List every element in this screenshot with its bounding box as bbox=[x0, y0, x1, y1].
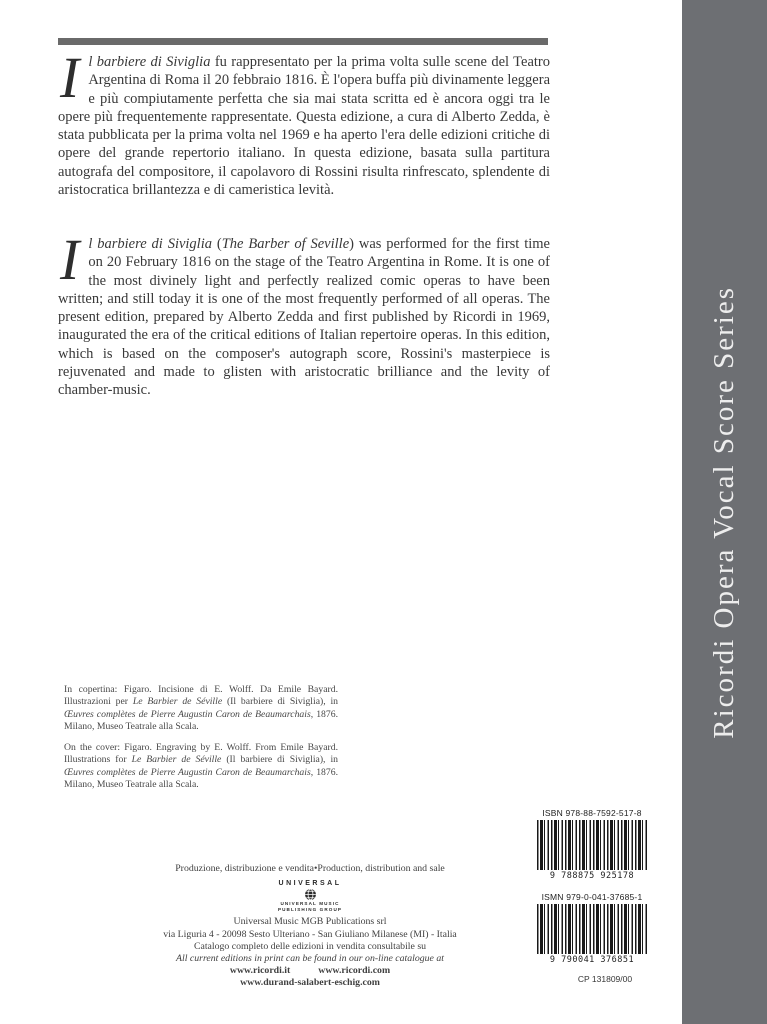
catalog-plate-number: CP 131809/00 bbox=[577, 974, 633, 984]
isbn-label: ISBN 978-88-7592-517-8 bbox=[542, 808, 642, 818]
credit-it-text-1: In copertina: Figaro. Incisione di E. Wolff. Da Emile Bayard. Illustrazioni per bbox=[64, 684, 338, 708]
universal-logo-sub1: UNIVERSAL MUSIC bbox=[280, 901, 340, 907]
opera-title-english: The Barber of Seville bbox=[221, 236, 350, 252]
credit-it-text-2: (Il barbiere di Siviglia), in bbox=[222, 696, 338, 708]
cover-credit-english bbox=[64, 742, 338, 792]
publisher-address: via Liguria 4 - 20098 Sesto Ulteriano - San Giuliano Milanese (MI) - Italia bbox=[163, 928, 457, 940]
drop-cap-italian: I bbox=[60, 45, 80, 110]
drop-cap-english: I bbox=[60, 227, 80, 292]
universal-logo-wordmark: UNIVERSAL bbox=[278, 880, 342, 888]
ismn-barcode bbox=[537, 904, 647, 954]
cover-credit-italian bbox=[64, 684, 338, 734]
universal-logo bbox=[140, 880, 480, 912]
publisher-footer-block bbox=[140, 863, 480, 990]
series-title: Ricordi Opera Vocal Score Series bbox=[708, 285, 740, 739]
intro-english-text: ) was performed for the first time on 20 February 1816 on the stage of the Teatro Argentina in Rome. It is one of the most divinely light and perfectly realized comic operas to have been written; and still today it is one of the most frequently performed of all operas. The present edition, prepared by Alberto Zedda and first published by Ricordi in 1969, inaugurated the era of the critical editions of Italian repertoire operas. In this edition, which is based on the composer's autograph score, Rossini's masterpiece is rejuvenated and made to glisten with aristocratic brilliance and the levity of chamber-music. bbox=[58, 236, 550, 399]
credit-en-text-3: , 1876. Milano, Museo Teatrale alla Scala. bbox=[64, 766, 338, 791]
url-ricordi-it: www.ricordi.it bbox=[229, 965, 291, 977]
intro-paragraph-italian bbox=[58, 45, 550, 199]
top-rule bbox=[58, 38, 548, 45]
publisher-name: Universal Music MGB Publications srl bbox=[233, 916, 387, 928]
isbn-barcode bbox=[537, 820, 647, 870]
opera-title-italic-en: l barbiere di Siviglia bbox=[88, 236, 212, 252]
universal-logo-sub2: PUBLISHING GROUP bbox=[277, 906, 343, 912]
intro-paragraph-english bbox=[58, 227, 550, 400]
catalog-urls bbox=[140, 965, 480, 977]
universal-globe-icon bbox=[304, 888, 317, 901]
url-durand-salabert: www.durand-salabert-eschig.com bbox=[240, 977, 380, 989]
ismn-digits: 9 790041 376851 bbox=[549, 955, 635, 965]
ismn-label: ISMN 979-0-041-37685-1 bbox=[541, 892, 643, 902]
credit-en-text-1: On the cover: Figaro. Engraving by E. Wolff. From Emile Bayard. Illustrations for bbox=[64, 742, 338, 766]
isbn-digits: 9 788875 925178 bbox=[549, 871, 635, 881]
credit-it-italic-2: Œuvres complètes de Pierre Augustin Caron de Beaumarchais bbox=[64, 708, 311, 720]
opera-title-italic: l barbiere di Siviglia bbox=[88, 54, 211, 70]
distribution-line: Produzione, distribuzione e vendita•Production, distribution and sale bbox=[175, 863, 445, 874]
credit-en-italic-2: Œuvres complètes de Pierre Augustin Caron de Beaumarchais bbox=[64, 766, 311, 778]
credit-it-text-3: , 1876. Milano, Museo Teatrale alla Scala. bbox=[64, 708, 338, 733]
paren-open: ( bbox=[212, 236, 222, 252]
credit-it-italic-1: Le Barbier de Séville bbox=[132, 696, 223, 708]
credit-en-italic-1: Le Barbier de Séville bbox=[131, 754, 222, 766]
url-ricordi-com: www.ricordi.com bbox=[318, 965, 391, 977]
credit-en-text-2: (Il barbiere di Siviglia), in bbox=[221, 754, 339, 766]
catalog-note-italian: Catalogo completo delle edizioni in vendita consultabile su bbox=[193, 940, 427, 952]
intro-italian-text: fu rappresentato per la prima volta sulle scene del Teatro Argentina di Roma il 20 febbraio 1816. È l'opera buffa più divinamente leggera e più compiutamente perfetta che sia mai stata scritta ed è ancora oggi tra le opere più frequentemente rappresentate. Questa edizione, a cura di Alberto Zedda, è stata pubblicata per la prima volta nel 1969 e ha aperto l'era delle edizioni critiche di opere del grande repertorio italiano. In questa edizione, basata sulla partitura autografa del compositore, il capolavoro di Rossini risulta rinfrescato, splendente di aristocratica brillantezza e di cameristica levità. bbox=[58, 54, 550, 199]
barcode-block bbox=[537, 808, 647, 984]
series-sidebar bbox=[682, 0, 767, 1024]
catalog-note-english: All current editions in print can be found in our on-line catalogue at bbox=[176, 953, 444, 964]
